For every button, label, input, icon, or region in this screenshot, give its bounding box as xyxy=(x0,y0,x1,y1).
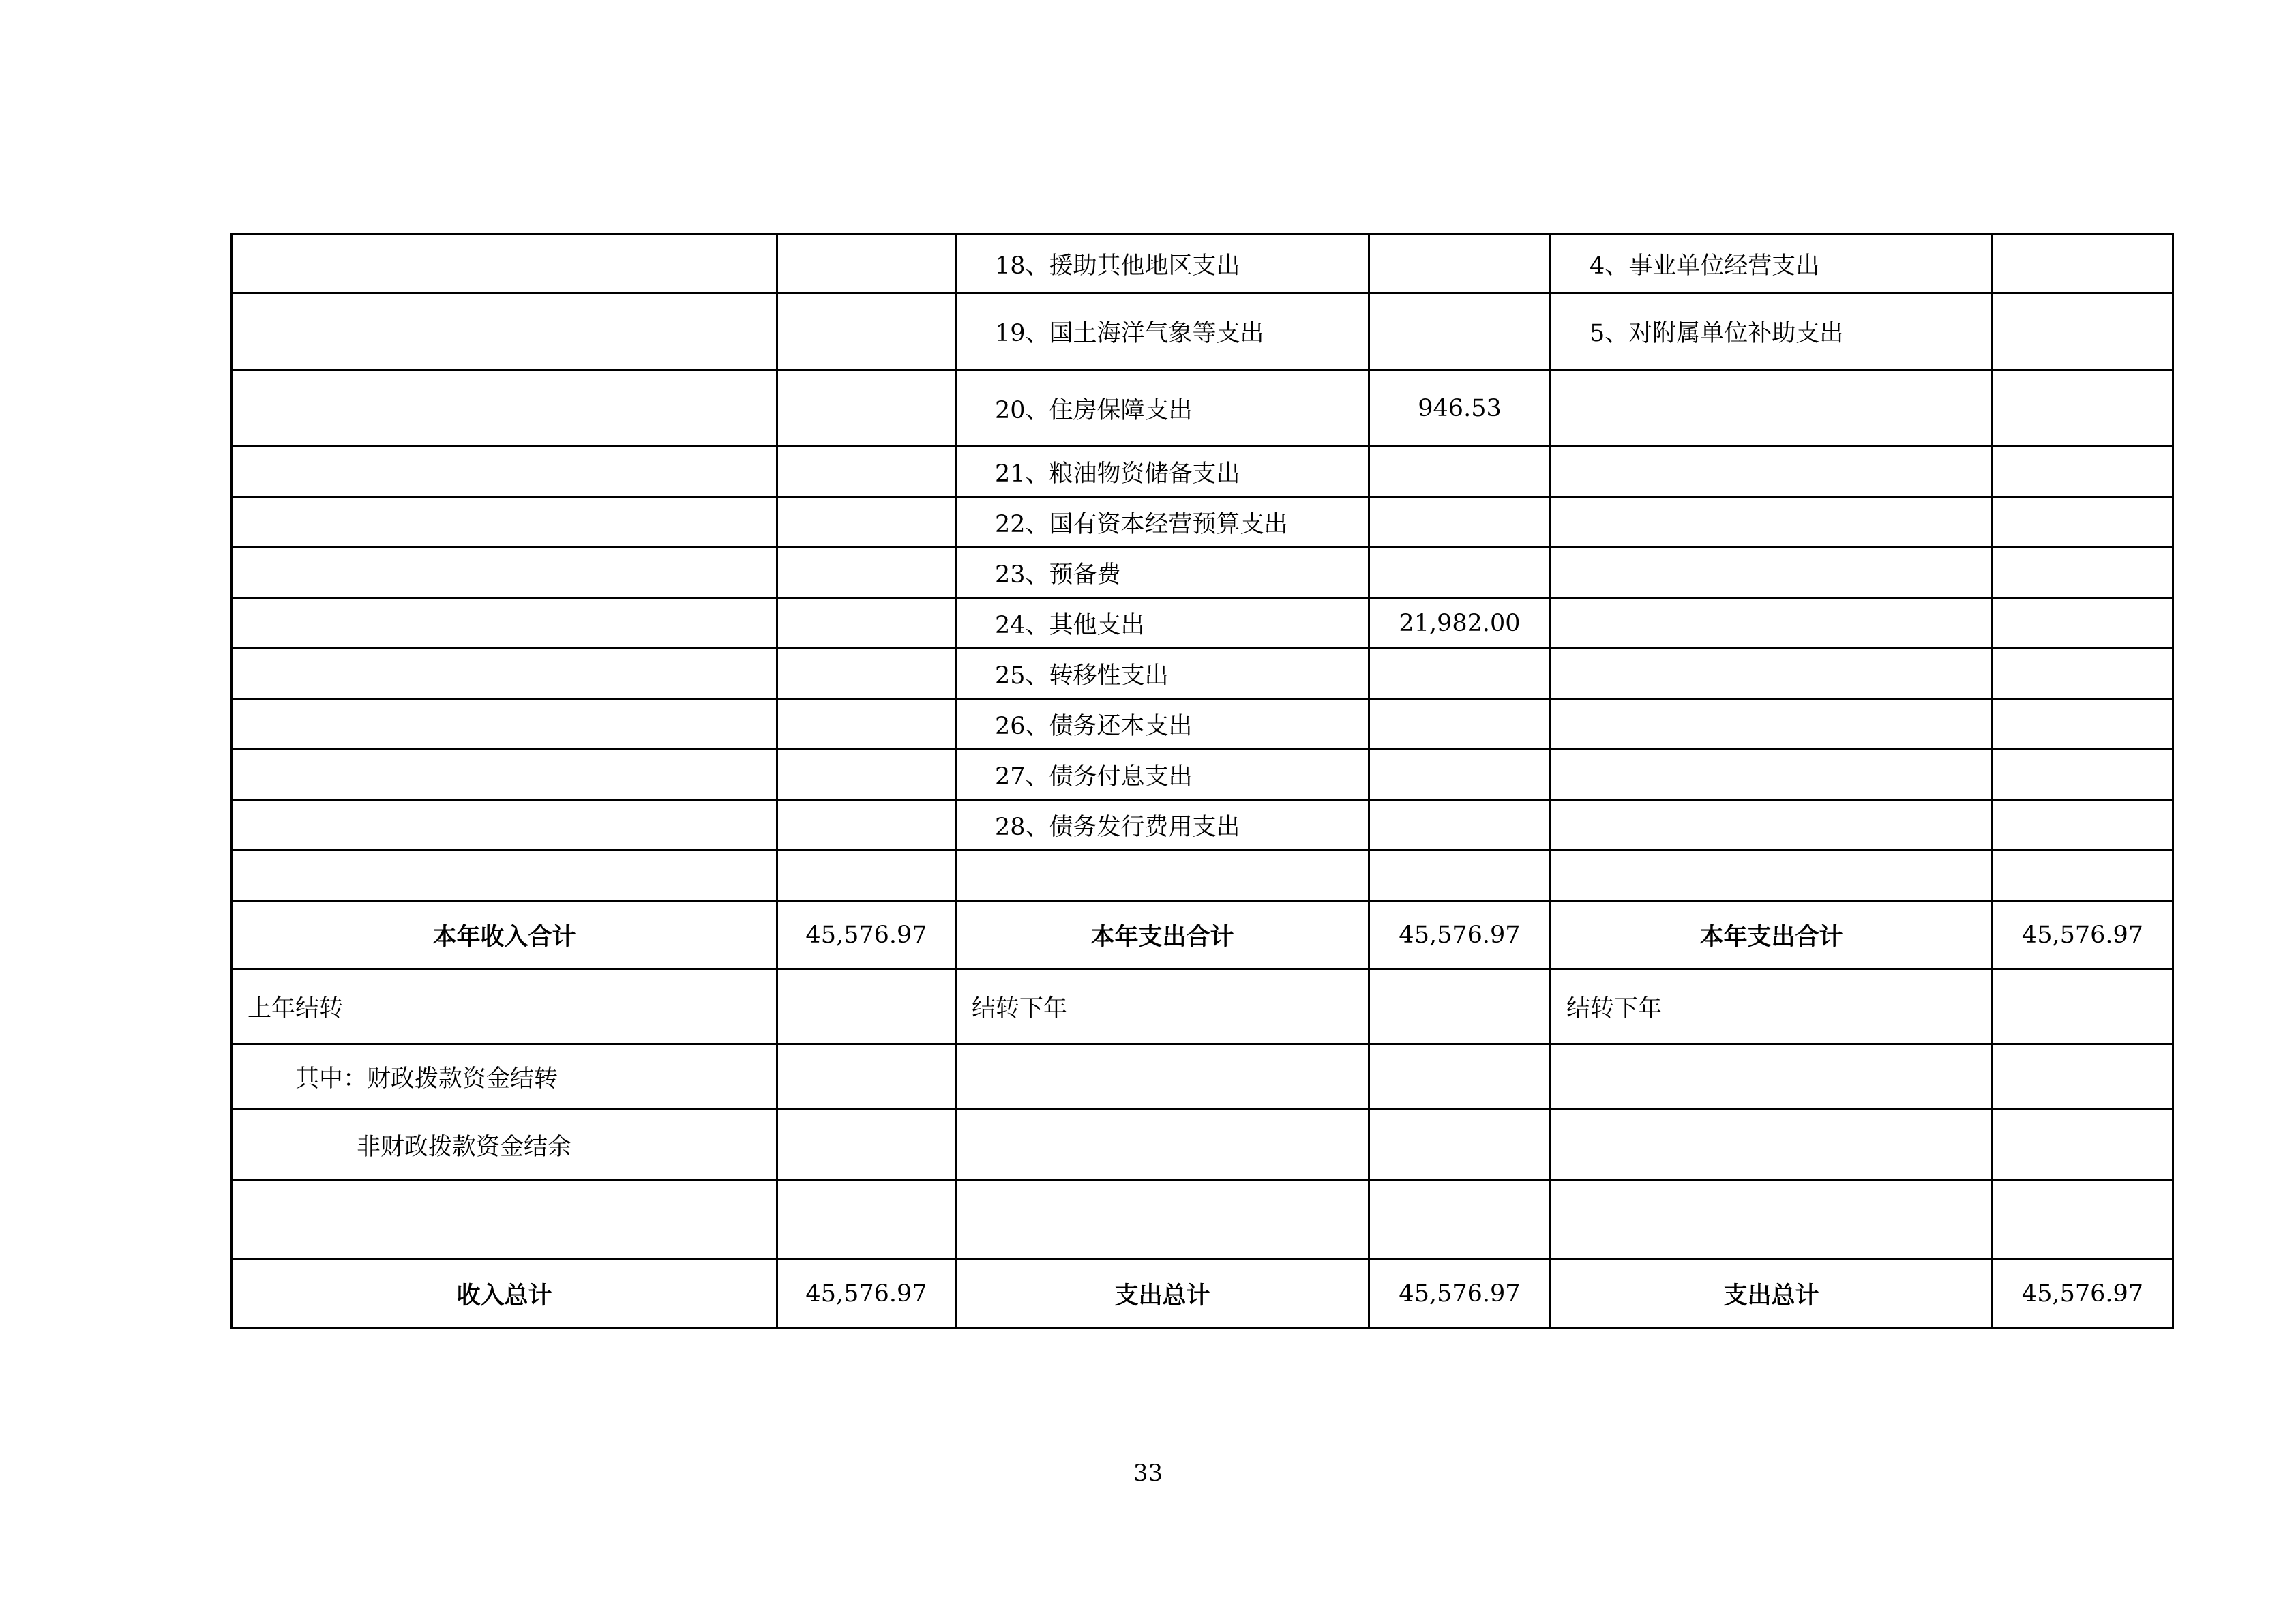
expense2-amount-cell xyxy=(1993,649,2173,699)
expense2-amount-cell xyxy=(1993,548,2173,598)
table-row xyxy=(232,548,2173,598)
expense-amount-cell: 21,982.00 xyxy=(1369,598,1551,649)
income-amount-cell xyxy=(777,851,956,901)
empty-cell xyxy=(232,1181,777,1260)
expense-amount-cell xyxy=(1369,447,1551,497)
expense-item-cell: 25、转移性支出 xyxy=(956,649,1369,699)
carryover-row xyxy=(232,969,2173,1044)
year-income-total-value: 45,576.97 xyxy=(777,901,956,969)
prev-year-carryover-label: 上年结转 xyxy=(232,969,777,1044)
carry-next-year-value xyxy=(1369,969,1551,1044)
grand-income-total-value: 45,576.97 xyxy=(777,1260,956,1328)
income-amount-cell xyxy=(777,699,956,750)
empty-cell xyxy=(1369,1181,1551,1260)
expense-amount-cell xyxy=(1369,548,1551,598)
expense-amount-cell: 946.53 xyxy=(1369,370,1551,447)
table-row xyxy=(232,235,2173,293)
table-row xyxy=(232,598,2173,649)
income-amount-cell xyxy=(777,235,956,293)
empty-cell xyxy=(1551,1044,1993,1110)
carry-next-year2-label: 结转下年 xyxy=(1551,969,1993,1044)
income-item-cell xyxy=(232,447,777,497)
expense2-item-cell xyxy=(1551,800,1993,851)
year-total-row xyxy=(232,901,2173,969)
expense2-amount-cell xyxy=(1993,235,2173,293)
expense-item-cell: 19、国土海洋气象等支出 xyxy=(956,293,1369,370)
income-item-cell xyxy=(232,370,777,447)
table-row xyxy=(232,699,2173,750)
income-item-cell xyxy=(232,497,777,548)
expense-item-cell: 22、国有资本经营预算支出 xyxy=(956,497,1369,548)
fiscal-carryover-value xyxy=(777,1044,956,1110)
table-row xyxy=(232,750,2173,800)
expense-item-cell: 28、债务发行费用支出 xyxy=(956,800,1369,851)
income-item-cell xyxy=(232,235,777,293)
income-item-cell xyxy=(232,699,777,750)
expense-item-cell: 21、粮油物资储备支出 xyxy=(956,447,1369,497)
income-amount-cell xyxy=(777,750,956,800)
empty-cell xyxy=(1993,1181,2173,1260)
income-item-cell xyxy=(232,800,777,851)
expense2-amount-cell xyxy=(1993,293,2173,370)
prev-year-carryover-value xyxy=(777,969,956,1044)
income-amount-cell xyxy=(777,293,956,370)
expense-item-cell: 26、债务还本支出 xyxy=(956,699,1369,750)
income-amount-cell xyxy=(777,447,956,497)
year-expense-total-label: 本年支出合计 xyxy=(956,901,1369,969)
empty-cell xyxy=(1369,1110,1551,1181)
expense-amount-cell xyxy=(1369,235,1551,293)
grand-expense2-total-value: 45,576.97 xyxy=(1993,1260,2173,1328)
table-row xyxy=(232,447,2173,497)
income-item-cell xyxy=(232,750,777,800)
fiscal-carryover-row xyxy=(232,1044,2173,1110)
expense-amount-cell xyxy=(1369,699,1551,750)
expense2-item-cell: 4、事业单位经营支出 xyxy=(1551,235,1993,293)
grand-total-row xyxy=(232,1260,2173,1328)
year-expense2-total-value: 45,576.97 xyxy=(1993,901,2173,969)
expense2-item-cell xyxy=(1551,851,1993,901)
carry-next-year-label: 结转下年 xyxy=(956,969,1369,1044)
budget-table xyxy=(230,233,2174,1329)
expense-item-cell xyxy=(956,851,1369,901)
table-row xyxy=(232,800,2173,851)
income-amount-cell xyxy=(777,370,956,447)
expense-item-cell: 18、援助其他地区支出 xyxy=(956,235,1369,293)
grand-expense2-total-label: 支出总计 xyxy=(1551,1260,1993,1328)
blank-row xyxy=(232,1181,2173,1260)
expense-item-cell: 27、债务付息支出 xyxy=(956,750,1369,800)
year-income-total-label: 本年收入合计 xyxy=(232,901,777,969)
table-row xyxy=(232,497,2173,548)
expense2-amount-cell xyxy=(1993,699,2173,750)
year-expense2-total-label: 本年支出合计 xyxy=(1551,901,1993,969)
income-amount-cell xyxy=(777,800,956,851)
expense2-amount-cell xyxy=(1993,370,2173,447)
table-row xyxy=(232,293,2173,370)
expense2-item-cell: 5、对附属单位补助支出 xyxy=(1551,293,1993,370)
empty-cell xyxy=(777,1181,956,1260)
nonfiscal-balance-label: 非财政拨款资金结余 xyxy=(232,1110,777,1181)
fiscal-carryover-label: 其中：财政拨款资金结转 xyxy=(232,1044,777,1110)
expense2-item-cell xyxy=(1551,447,1993,497)
expense2-item-cell xyxy=(1551,750,1993,800)
grand-expense-total-label: 支出总计 xyxy=(956,1260,1369,1328)
empty-cell xyxy=(1993,1044,2173,1110)
expense-amount-cell xyxy=(1369,750,1551,800)
empty-cell xyxy=(956,1044,1369,1110)
expense2-item-cell xyxy=(1551,598,1993,649)
income-item-cell xyxy=(232,548,777,598)
empty-cell xyxy=(1369,1044,1551,1110)
expense-item-cell: 24、其他支出 xyxy=(956,598,1369,649)
expense-item-cell: 20、住房保障支出 xyxy=(956,370,1369,447)
expense2-amount-cell xyxy=(1993,800,2173,851)
table-row xyxy=(232,851,2173,901)
carry-next-year2-value xyxy=(1993,969,2173,1044)
income-item-cell xyxy=(232,293,777,370)
empty-cell xyxy=(956,1110,1369,1181)
expense2-item-cell xyxy=(1551,548,1993,598)
income-amount-cell xyxy=(777,649,956,699)
grand-expense-total-value: 45,576.97 xyxy=(1369,1260,1551,1328)
expense-amount-cell xyxy=(1369,497,1551,548)
expense2-amount-cell xyxy=(1993,598,2173,649)
expense-item-cell: 23、预备费 xyxy=(956,548,1369,598)
page-number: 33 xyxy=(1133,1460,1163,1487)
empty-cell xyxy=(1551,1110,1993,1181)
expense-amount-cell xyxy=(1369,851,1551,901)
empty-cell xyxy=(1551,1181,1993,1260)
expense2-item-cell xyxy=(1551,370,1993,447)
expense-amount-cell xyxy=(1369,293,1551,370)
expense2-item-cell xyxy=(1551,497,1993,548)
nonfiscal-balance-row xyxy=(232,1110,2173,1181)
expense2-amount-cell xyxy=(1993,750,2173,800)
expense-amount-cell xyxy=(1369,800,1551,851)
income-amount-cell xyxy=(777,598,956,649)
income-item-cell xyxy=(232,649,777,699)
grand-income-total-label: 收入总计 xyxy=(232,1260,777,1328)
table-row xyxy=(232,649,2173,699)
year-expense-total-value: 45,576.97 xyxy=(1369,901,1551,969)
expense2-item-cell xyxy=(1551,699,1993,750)
income-item-cell xyxy=(232,851,777,901)
empty-cell xyxy=(956,1181,1369,1260)
income-item-cell xyxy=(232,598,777,649)
expense2-amount-cell xyxy=(1993,447,2173,497)
table-row xyxy=(232,370,2173,447)
expense2-item-cell xyxy=(1551,649,1993,699)
income-amount-cell xyxy=(777,497,956,548)
income-amount-cell xyxy=(777,548,956,598)
expense-amount-cell xyxy=(1369,649,1551,699)
nonfiscal-balance-value xyxy=(777,1110,956,1181)
empty-cell xyxy=(1993,1110,2173,1181)
expense2-amount-cell xyxy=(1993,497,2173,548)
expense2-amount-cell xyxy=(1993,851,2173,901)
